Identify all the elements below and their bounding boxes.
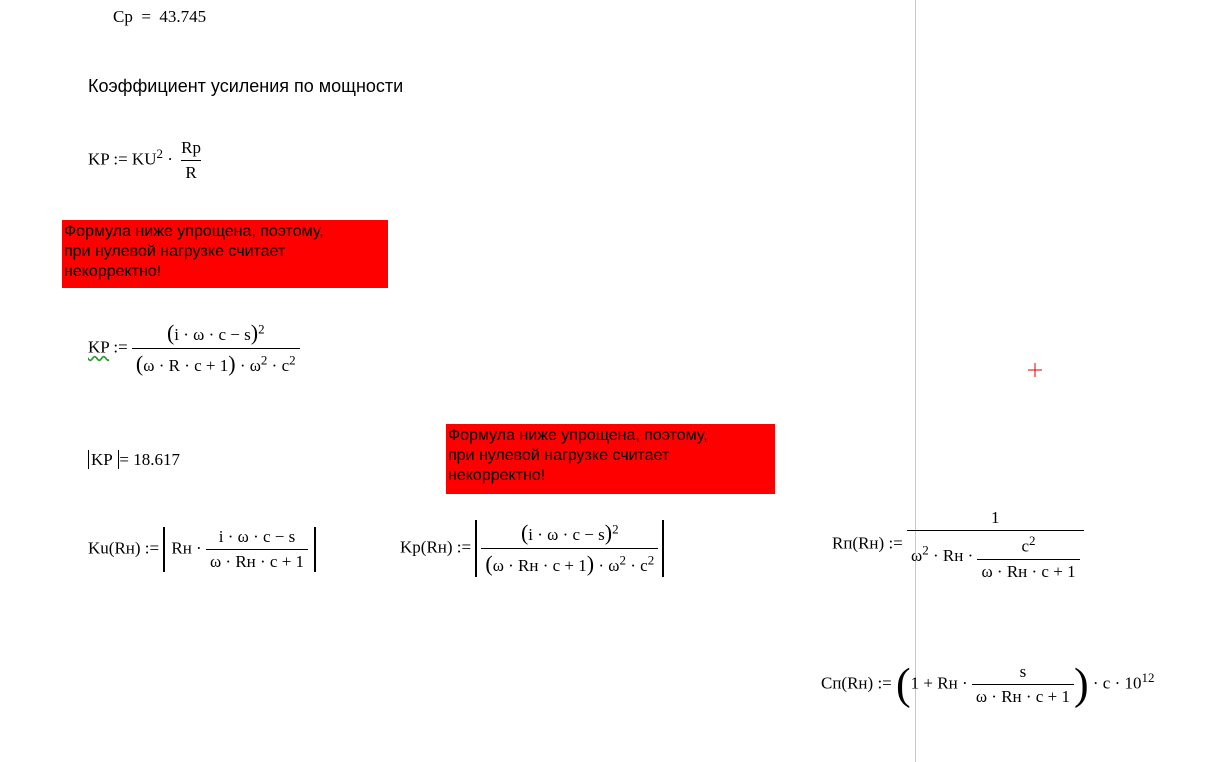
kp2-den-a: ω · R · c + 1 <box>143 356 229 375</box>
result-kp-expr: KP <box>91 450 113 469</box>
rp-fn-lhs: Rп(Rн) <box>832 533 885 553</box>
kp1-num: Rp <box>181 138 201 157</box>
rp-fn-den-mid: · Rн · <box>932 546 974 566</box>
cp-function-definition[interactable]: Cп(Rн) := (1 + Rн · $\frac{s}{\omega \cdot Rн \cdot c + 1}$ ) · $c \cdot 10^{12}$ <box>821 659 1155 709</box>
ku-fn-fraction <box>206 527 308 572</box>
kp-fn-den-a: ω · Rн · c + 1 <box>492 556 587 575</box>
cp-fn-num: s <box>1019 662 1027 681</box>
cp-fn-suffix-exp: 12 <box>1141 669 1155 685</box>
kp-fn-den-c-exp: 2 <box>647 552 655 568</box>
kp-fn-num: $(i \cdot \omega \cdot c - s)^2$ <box>520 520 619 545</box>
ku-fn-assign: := <box>144 538 160 558</box>
ku-fn-den: ω · Rн · c + 1 <box>206 549 308 572</box>
kp1-exp: 2 <box>156 145 163 161</box>
warning-1-line-3: некорректно! <box>64 263 162 280</box>
result-kp-abs <box>88 450 119 469</box>
section-heading[interactable] <box>88 76 403 97</box>
ku-function-definition[interactable] <box>88 527 316 572</box>
result-kp-eq: = <box>119 450 129 469</box>
rp-fn-den-w: ω <box>911 546 923 566</box>
rp-fn-inner-den: ω · Rн · c + 1 <box>977 559 1079 582</box>
kp-fn-den-c: · c <box>630 556 648 575</box>
warning-1-line-2: при нулевой нагрузке считает <box>64 243 286 260</box>
kp2-assign: := <box>113 337 128 357</box>
kp1-ku: KU <box>131 149 157 169</box>
kp-fn-num-exp: 2 <box>612 521 619 537</box>
result-cp[interactable] <box>113 7 206 27</box>
cp-fn-lhs: Cп(Rн) <box>821 673 874 693</box>
kp-definition-2[interactable] <box>88 320 300 377</box>
kp-fn-assign: := <box>456 537 472 557</box>
rp-fn-den <box>907 530 1084 582</box>
kp1-fraction <box>177 138 205 183</box>
kp2-num-expr: i · ω · c − s <box>174 325 251 344</box>
rp-fn-inner-num-exp: 2 <box>1029 533 1036 548</box>
kp1-dot: · <box>167 149 173 169</box>
kp2-num: $(i \cdot \omega \cdot c - s)^2$ <box>166 320 265 345</box>
ku-fn-num: i · ω · c − s <box>218 527 296 546</box>
ku-fn-abs <box>163 527 316 572</box>
kp2-den-c-exp: 2 <box>289 352 296 368</box>
rp-function-definition[interactable] <box>832 508 1084 582</box>
result-kp[interactable] <box>88 450 180 470</box>
warning-2-line-2: при нулевой нагрузке считает <box>448 447 670 464</box>
kp2-den-b: · ω <box>239 356 261 375</box>
rp-fn-inner-fraction <box>977 533 1079 582</box>
cp-fn-suffix: · c · 10 <box>1092 673 1142 693</box>
warning-1-line-1: Формула ниже упрощена, поэтому, <box>64 223 324 240</box>
kp-fn-den: (ω · Rн · $c + 1) \cdot \omega^2 \cdot c^2$ <box>481 548 658 577</box>
rp-fn-fraction <box>907 508 1084 582</box>
cp-fn-fraction <box>972 662 1074 707</box>
page-divider <box>915 0 916 762</box>
kp-fn-fraction <box>481 520 658 577</box>
warning-2-line-3: некорректно! <box>448 467 546 484</box>
cp-fn-inner-prefix: 1 + Rн · <box>910 673 968 693</box>
ku-fn-lhs: Ku(Rн) <box>88 538 141 558</box>
kp1-assign: := <box>113 149 128 169</box>
kp-fn-lhs: Kp(Rн) <box>400 537 453 557</box>
warning-2-line-1: Формула ниже упрощена, поэтому, <box>448 427 708 444</box>
kp-fn-num-expr: i · ω · c − s <box>528 525 605 544</box>
kp2-den-b-exp: 2 <box>260 352 268 368</box>
kp-function-definition[interactable] <box>400 520 664 577</box>
kp2-lhs: KP <box>88 337 110 357</box>
cp-fn-assign: := <box>877 673 892 693</box>
kp2-fraction <box>132 320 300 377</box>
rp-fn-den-w-exp: 2 <box>922 542 929 558</box>
section-heading-text: Коэффициент усиления по мощности <box>88 76 404 96</box>
rp-fn-num: 1 <box>991 508 1000 527</box>
kp2-num-exp: 2 <box>258 321 265 337</box>
rp-fn-assign: := <box>888 533 903 553</box>
kp1-lhs: KP <box>88 149 110 169</box>
kp1-den: R <box>181 160 200 183</box>
insertion-crosshair-icon[interactable] <box>1028 363 1042 377</box>
result-kp-value: 18.617 <box>133 450 180 469</box>
warning-note-2[interactable] <box>446 424 775 494</box>
kp-definition-1[interactable] <box>88 138 205 183</box>
kp2-den: $(\omega \cdot R \cdot c + 1) \cdot \omega^2 \cdot c^2$ <box>132 348 300 377</box>
cp-fn-den: ω · Rн · c + 1 <box>972 684 1074 707</box>
kp-fn-abs <box>475 520 664 577</box>
rp-fn-inner-num-c: c <box>1021 536 1030 556</box>
kp-fn-den-b-exp: 2 <box>619 552 626 568</box>
warning-note-1[interactable] <box>62 220 388 288</box>
rp-fn-inner-num <box>1018 533 1040 559</box>
ku-fn-prefix: Rн · <box>171 538 202 558</box>
kp-fn-den-b: · ω <box>598 556 620 575</box>
kp2-den-c: · c <box>271 356 290 375</box>
result-cp-text: Cp = 43.745 <box>113 7 207 26</box>
